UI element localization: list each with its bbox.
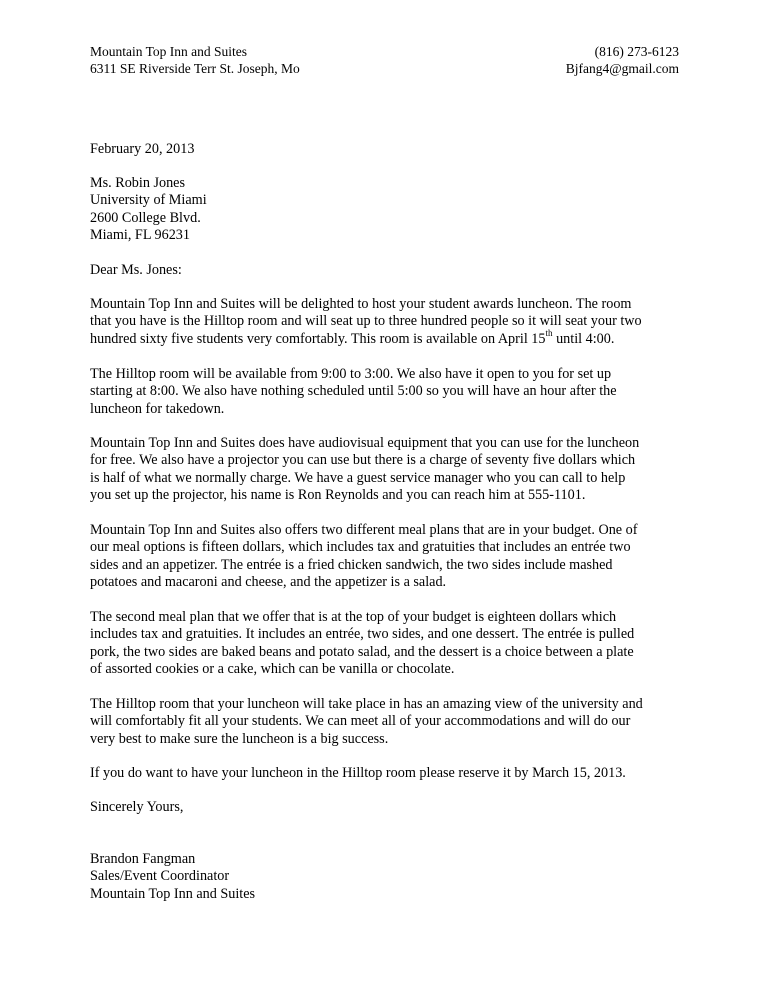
- paragraph-meal-plan-one: [90, 522, 682, 592]
- paragraph-line: Mountain Top Inn and Suites also offers two different meal plans that are in your budget. One of: [90, 522, 638, 538]
- letterhead-address: 6311 SE Riverside Terr St. Joseph, Mo: [90, 61, 300, 76]
- signature-title: Sales/Event Coordinator: [90, 868, 230, 885]
- paragraph-line: potatoes and macaroni and cheese, and the appetizer is a salad.: [90, 574, 447, 591]
- paragraph-line: sides and an appetizer. The entrée is a fried chicken sandwich, the two sides include mashed: [90, 556, 613, 573]
- paragraph-line-availability: hundred sixty five students very comfortably. This room is available on April 15th until 4:00.: [90, 328, 615, 347]
- paragraph-line: that you have is the Hilltop room and will seat up to three hundred people so it will seat your two: [90, 313, 642, 330]
- paragraph-line: of assorted cookies or a cake, which can be vanilla or chocolate.: [90, 661, 455, 678]
- salutation-block: [90, 262, 682, 279]
- paragraph-line: luncheon for takedown.: [90, 400, 225, 417]
- paragraph-line: includes tax and gratuities. It includes an entrée, two sides, and one dessert. The entrée is pulled: [90, 626, 635, 643]
- paragraph-line: you set up the projector, his name is Ron Reynolds and you can reach him at 555-1101.: [90, 487, 586, 504]
- recipient-street: 2600 College Blvd.: [90, 209, 201, 226]
- recipient-name: Ms. Robin Jones: [90, 175, 185, 191]
- paragraph-view: [90, 696, 682, 748]
- recipient-city: Miami, FL 96231: [90, 227, 190, 244]
- paragraph-line: The Hilltop room will be available from 9:00 to 3:00. We also have it open to you for set up: [90, 366, 612, 382]
- letterhead-phone: (816) 273-6123: [594, 44, 679, 59]
- paragraph-line: pork, the two sides are baked beans and potato salad, and the dessert is a choice between a plate: [90, 643, 634, 660]
- paragraph-line: starting at 8:00. We also have nothing scheduled until 5:00 so you will have an hour after the: [90, 383, 617, 400]
- paragraph-line: will comfortably fit all your students. We can meet all of your accommodations and will do our: [90, 713, 631, 730]
- ordinal-suffix: th: [545, 328, 553, 339]
- paragraph-line: The second meal plan that we offer that is at the top of your budget is eighteen dollars which: [90, 609, 617, 625]
- paragraph-line: our meal options is fifteen dollars, which includes tax and gratuities that includes an entrée two: [90, 539, 631, 556]
- letter-date-block: [90, 141, 682, 158]
- paragraph-line: The Hilltop room that your luncheon will take place in has an amazing view of the university and: [90, 696, 643, 712]
- paragraph-meal-plan-two: [90, 609, 682, 679]
- signature-company: Mountain Top Inn and Suites: [90, 885, 256, 902]
- paragraph-audiovisual: [90, 435, 682, 505]
- recipient-organization: University of Miami: [90, 192, 207, 209]
- paragraph-line: is half of what we normally charge. We have a guest service manager who you can call to help: [90, 469, 626, 486]
- paragraph-schedule: [90, 366, 682, 418]
- paragraph-line: Mountain Top Inn and Suites does have audiovisual equipment that you can use for the luncheon: [90, 435, 640, 451]
- paragraph-reservation: [90, 765, 682, 782]
- salutation: Dear Ms. Jones:: [90, 262, 182, 278]
- letterhead-company: Mountain Top Inn and Suites: [90, 44, 248, 59]
- signature-name: Brandon Fangman: [90, 851, 196, 867]
- letter-date: February 20, 2013: [90, 141, 195, 157]
- paragraph-line: very best to make sure the luncheon is a big success.: [90, 730, 389, 747]
- letterhead-email: Bjfang4@gmail.com: [565, 61, 679, 76]
- paragraph-venue: [90, 296, 682, 348]
- closing-block: [90, 799, 682, 816]
- paragraph-line: Mountain Top Inn and Suites will be delighted to host your student awards luncheon. The room: [90, 296, 632, 312]
- paragraph-line: for free. We also have a projector you can use but there is a charge of seventy five dollars which: [90, 452, 636, 469]
- recipient-address: [90, 175, 682, 245]
- letterhead-left: [90, 43, 300, 77]
- paragraph-line: If you do want to have your luncheon in the Hilltop room please reserve it by March 15, 2013.: [90, 765, 626, 781]
- letterhead-right: [566, 43, 679, 77]
- closing: Sincerely Yours,: [90, 799, 184, 815]
- signature-block: [90, 851, 682, 903]
